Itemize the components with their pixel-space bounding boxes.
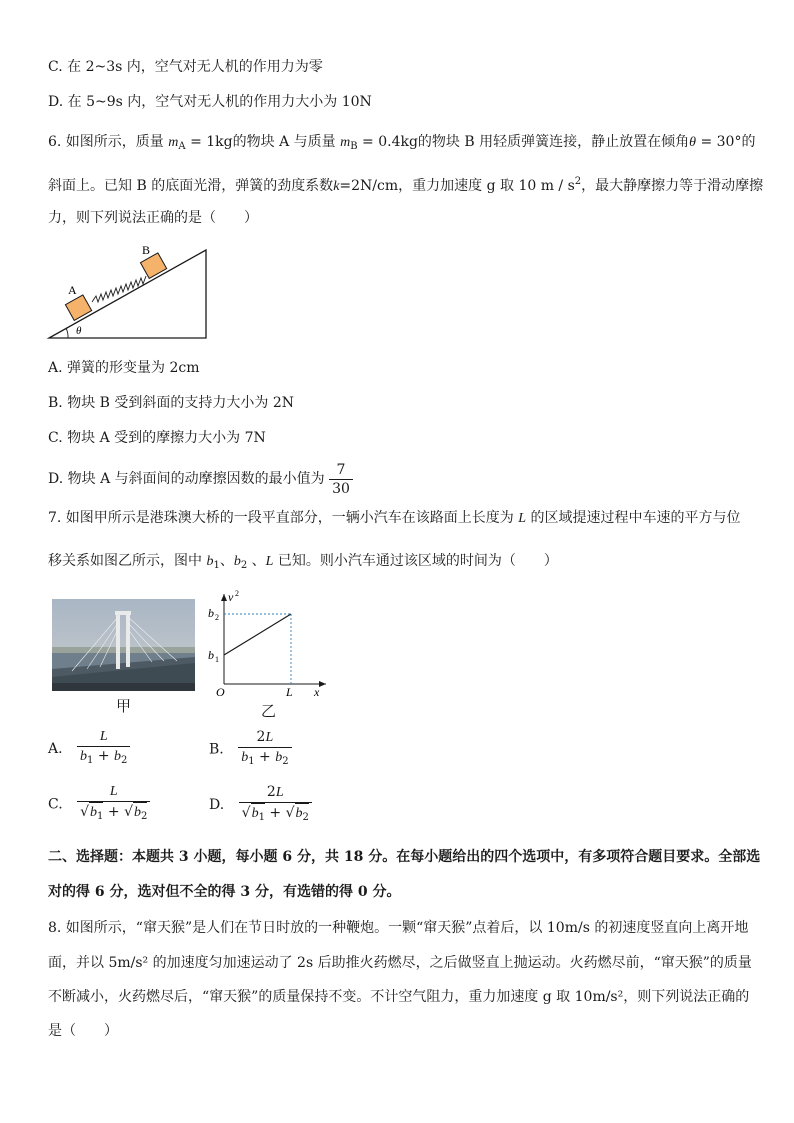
q8-stem-line2: 面，并以 5m/s² 的加速度匀加速运动了 2s 后助推火药燃尽，之后做竖直上抛运动。火药燃尽前，“窜天猴”的质量 [48, 955, 752, 971]
q7-v2-x-graph [202, 590, 332, 698]
q8-stem-line3: 不断减小，火药燃尽后，“窜天猴”的质量保持不变。不计空气阻力，重力加速度 g 取 10m/s²，则下列说法正确的 [48, 989, 750, 1005]
q7-graph-yaxis: v [228, 590, 234, 604]
q7-graph-b1: b [208, 648, 214, 662]
q7-label-jia: 甲 [116, 697, 132, 715]
q7-bridge-photo [52, 599, 195, 691]
q7-stem-line1: 7. 如图甲所示是港珠澳大桥的一段平直部分，一辆小汽车在该路面上长度为 L 的区域提速过程中车速的平方与位 [48, 510, 741, 526]
q8-stem-line1: 8. 如图所示，“窜天猴”是人们在节日时放的一种鞭炮。一颗“窜天猴”点着后，以 10m/s 的初速度竖直向上离开地 [48, 920, 749, 936]
q6-option-c: C. 物块 A 受到的摩擦力大小为 7N [48, 430, 266, 446]
q7-option-b: B. $\frac{2L}{b_1 + b_2}$ [209, 728, 292, 771]
q6-option-a: A. 弹簧的形变量为 2cm [48, 360, 200, 376]
svg-text:2: 2 [215, 613, 219, 622]
q7-graph-xmark: L [286, 685, 293, 698]
q6-label-b: B [142, 243, 151, 257]
q8-stem-line4: 是（ ） [48, 1023, 118, 1039]
q6-incline-figure [46, 242, 214, 342]
svg-text:2: 2 [235, 590, 239, 598]
q5-option-c: C. 在 2~3s 内，空气对无人机的作用力为零 [48, 59, 323, 75]
q7-label-yi: 乙 [261, 702, 277, 720]
q7-option-d: D. $\frac{2L}{√b_1 + √b_2}$ [209, 783, 312, 827]
q7-graph-b2: b [208, 606, 214, 620]
q6-label-a: A [68, 283, 77, 297]
svg-text:1: 1 [215, 655, 219, 664]
q7-graph-origin: O [216, 685, 225, 698]
q6-stem-line2: 斜面上。已知 B 的底面光滑，弹簧的劲度系数k=2N/cm，重力加速度 g 取 10 m / $s^2$，最大静摩擦力等于滑动摩擦 [48, 176, 764, 194]
q7-option-a: A. $\frac{L}{b_1 + b_2}$ [48, 728, 130, 770]
q6-option-b: B. 物块 B 受到斜面的支持力大小为 2N [48, 395, 294, 411]
q6-option-d: D. 物块 A 与斜面间的动摩擦因数的最小值为 $\frac{7}{30}$ [48, 460, 353, 498]
section2-heading-line2: 对的得 6 分，选对但不全的得 3 分，有选错的得 0 分。 [48, 884, 401, 900]
q7-stem-line2: 移关系如图乙所示，图中 $b_1$、$b_2$ 、L 已知。则小汽车通过该区域的时间为（ ） [48, 553, 558, 571]
q7-option-c: C. $\frac{L}{√b_1 + √b_2}$ [48, 783, 150, 826]
q6-stem-line1: 6. 如图所示，质量 $m_A = 1kg$的物块 A 与质量 $m_B = 0.4kg$的物块 B 用轻质弹簧连接，静止放置在倾角θ = 30°的 [48, 134, 756, 152]
q6-label-theta: θ [76, 325, 82, 337]
q6-stem-line3: 力，则下列说法正确的是（ ） [48, 210, 258, 226]
q7-graph-xaxis: x [314, 685, 320, 698]
q5-option-d: D. 在 5~9s 内，空气对无人机的作用力大小为 10N [48, 94, 372, 110]
section2-heading-line1: 二、选择题：本题共 3 小题，每小题 6 分，共 18 分。在每小题给出的四个选项中，有多项符合题目要求。全部选 [48, 849, 761, 865]
